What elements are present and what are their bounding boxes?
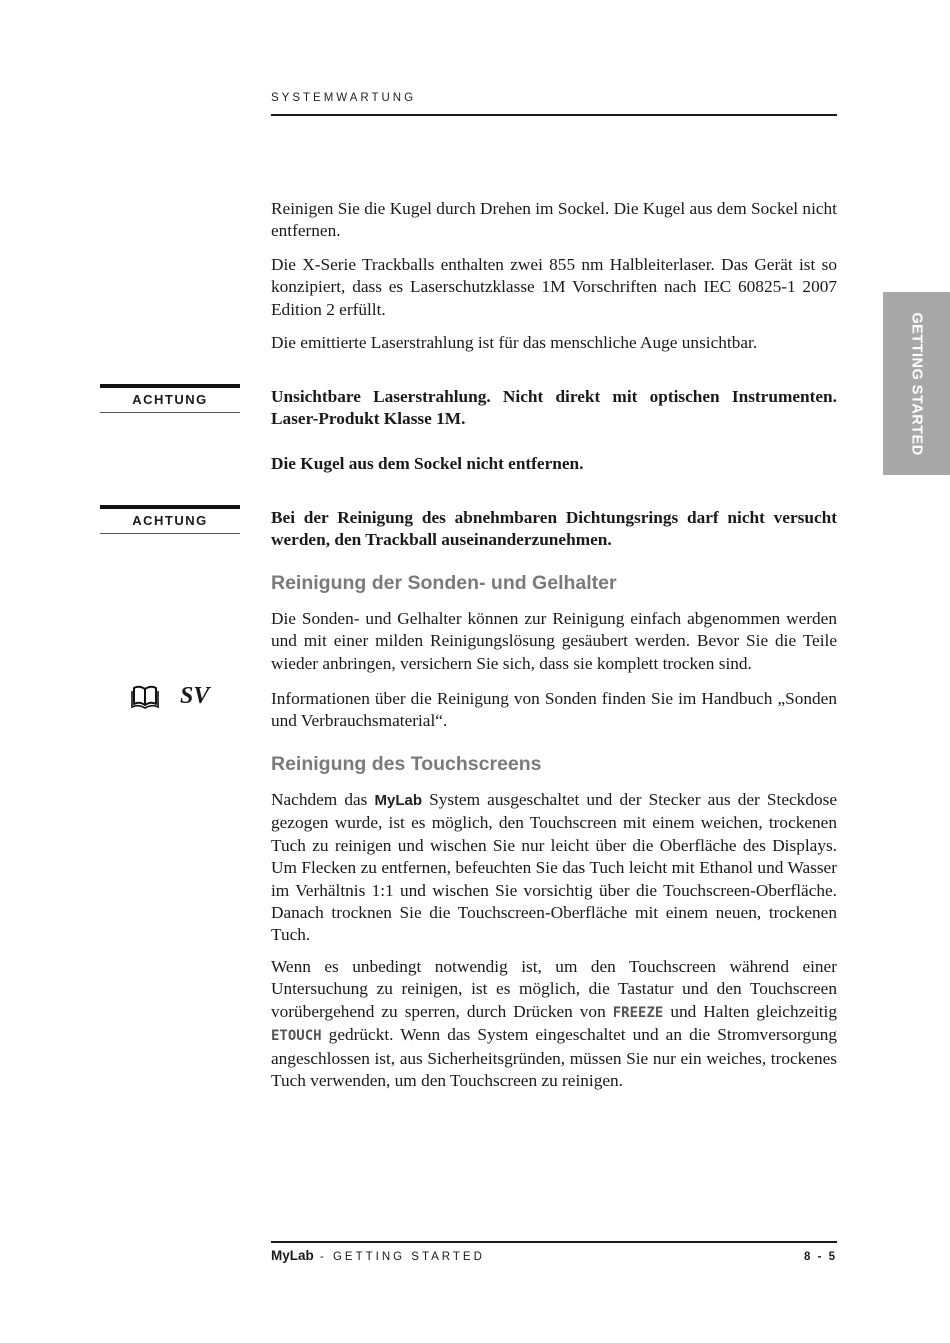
section-heading: Reinigung der Sonden- und Gelhalter (271, 572, 617, 594)
manual-reference-label: SV (180, 683, 210, 709)
paragraph: Die X-Serie Trackballs enthalten zwei 855 nm Halbleiterlaser. Das Gerät ist so konzipiert, dass es Laserschutzklasse 1M Vorschriften nach IEC 60825-1 2007 Edition 2 erfüllt. (271, 255, 837, 319)
warning-text: Die Kugel aus dem Sockel nicht entfernen. (271, 454, 584, 473)
paragraph: Die emittierte Laserstrahlung ist für das menschliche Auge unsichtbar. (271, 333, 758, 352)
footer-brand: MyLab (271, 1248, 314, 1263)
section-heading: Reinigung des Touchscreens (271, 753, 542, 775)
warning-bar (100, 533, 240, 534)
text-run: gedrückt. Wenn das System eingeschaltet und an die Stromversorgung angeschlossen ist, aus Sicherheitsgründen, müssen Sie nur ein weiches, trockenes Tuch verwenden, um den Touchscreen zu reinigen. (271, 1025, 837, 1091)
paragraph (271, 956, 837, 1092)
key-name: FREEZE (612, 1004, 664, 1021)
paragraph: Die Sonden- und Gelhalter können zur Reinigung einfach abgenommen werden und mit einer milden Reinigungslösung gesäubert werden. Bevor Sie die Teile wieder anbringen, versichern Sie sich, dass sie komplett trocken sind. (271, 609, 837, 673)
warning-bar (100, 412, 240, 413)
paragraph (271, 789, 837, 947)
side-tab (883, 292, 950, 475)
warning-label: ACHTUNG (132, 392, 208, 407)
footer-section: - GETTING STARTED (313, 1251, 485, 1263)
text-run: System ausgeschaltet und der Stecker aus der Steckdose gezogen wurde, ist es möglich, den Touchscreen mit einem weichen, trockenen Tuch zu reinigen und wischen Sie nur leicht über die Oberfläche des Displays. Um Flecken zu entfernen, befeuchten Sie das Tuch leicht mit Ethanol und Wasser im Verhältnis 1:1 und wischen Sie vorsichtig über die Touchscreen-Oberfläche. Danach trocknen Sie die Touchscreen-Oberfläche mit einem neuen, trockenen Tuch. (271, 790, 837, 945)
footer-left (271, 1247, 485, 1265)
text-run: Nachdem das (271, 790, 375, 809)
text-run: Wenn es unbedingt notwendig ist, um den Touchscreen während einer Untersuchung zu reinigen, ist es möglich, die Tastatur und den Touchscreen vorübergehend zu sperren, durch Drücken von (271, 957, 837, 1021)
text-run: und Halten gleichzeitig (663, 1001, 837, 1021)
footer-rule (271, 1241, 837, 1243)
side-tab-label: GETTING STARTED (908, 311, 925, 456)
manual-reference (130, 683, 209, 710)
page-footer (271, 1247, 837, 1265)
page-number: 8 - 5 (803, 1251, 837, 1263)
brand-name: MyLab (374, 792, 423, 809)
paragraph: Informationen über die Reinigung von Sonden finden Sie im Handbuch „Sonden und Verbrauchsmaterial“. (271, 689, 837, 731)
warning-label: ACHTUNG (132, 513, 208, 528)
warning-text: Unsichtbare Laserstrahlung. Nicht direkt mit optischen Instrumenten. Laser-Produkt Klasse 1M. (271, 387, 837, 429)
key-name: ETOUCH (271, 1028, 322, 1045)
warning-label-box (100, 505, 240, 534)
warning-text: Bei der Reinigung des abnehmbaren Dichtungsrings darf nicht versucht werden, den Trackball auseinanderzunehmen. (271, 508, 837, 550)
paragraph: Reinigen Sie die Kugel durch Drehen im Sockel. Die Kugel aus dem Sockel nicht entfernen. (271, 199, 837, 241)
warning-label-box (100, 384, 240, 413)
running-header: SYSTEMWARTUNG (271, 92, 417, 104)
book-icon (130, 684, 160, 710)
header-rule (271, 114, 837, 116)
